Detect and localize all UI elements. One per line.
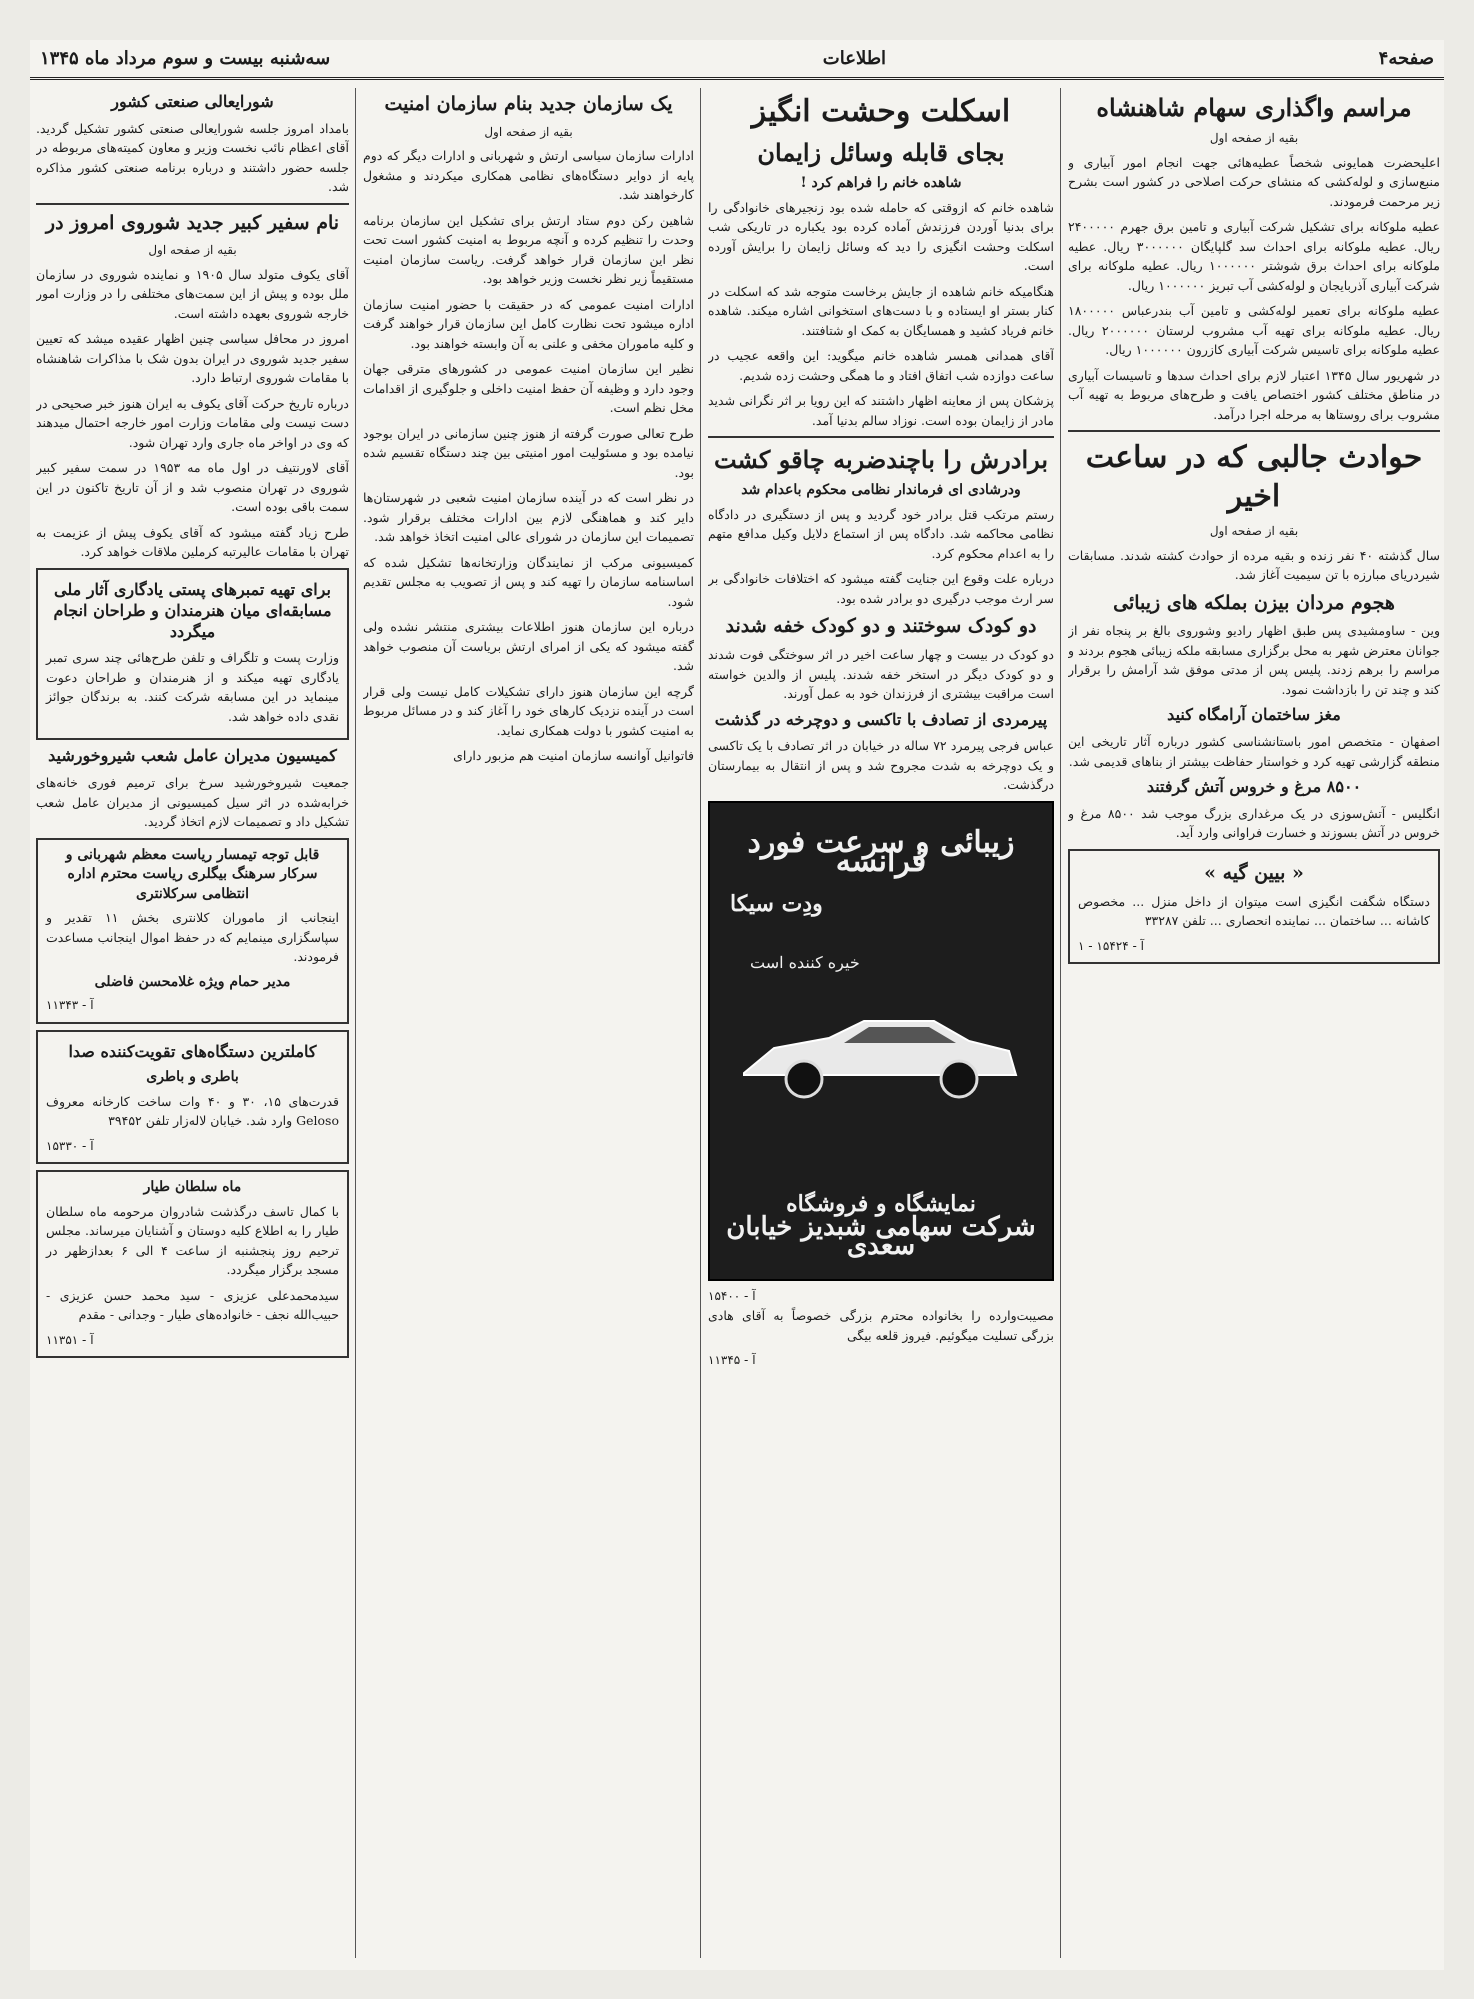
ad-code: آ - ۱۵۳۳۰ (46, 1138, 94, 1153)
divider (1068, 430, 1440, 432)
article-text: رستم مرتکب قتل برادر خود گردید و پس از دستگیری در دادگاه نظامی محاکمه شد. دادگاه پس از استماع دلایل وکیل مدافع متهم را به اعدام محکوم کرد. (708, 506, 1054, 561)
ad-headline: « بیین گیه » (1204, 861, 1304, 884)
article-text: شاهده خانم که ازوقتی که حامله شده بود زنجیرهای خانوادگی را برای بدنیا آوردن فرزندش آماده کرده بود یکباره در تاریکی شب اسکلت وحشت انگیزی را دید که وسائل زایمان را برایش آورده است. (708, 199, 1054, 274)
article-text: وین - ساومشیدی پس طبق اظهار رادیو وشوروی بالغ بر پنجاه نفر از جوانان معترض شهر به محل برگزاری مسابقه ملکه زیبائی هجوم بردند و مراسم را برهم زدند. پلیس پس از مدتی موفق شد آرامش را برقرار کند و چند تن را بازداشت نمود. (1068, 623, 1440, 697)
column-1 (1068, 88, 1440, 1958)
ad-code: آ - ۱۵۴۰۰ (708, 1288, 756, 1303)
article-text: آقای یکوف متولد سال ۱۹۰۵ و نماینده شوروی در سازمان ملل بوده و پیش از این سمت‌های مختلفی را در وزارت امور خارجه شوروی بعهده داشته است. (36, 266, 349, 321)
box-headline: برای تهیه تمبرهای پستی یادگاری آثار ملی مسابقه‌ای میان هنرمندان و طراحان انجام میگردد (53, 579, 332, 641)
continuation-note: بقیه از صفحه اول (1209, 524, 1299, 539)
ad-brand: ودِت سیکا (730, 890, 823, 917)
column-2 (708, 88, 1054, 1958)
box-subhead: باطری و باطری (146, 1069, 239, 1086)
stamp-contest-box (36, 568, 349, 740)
article-text: فاتوانیل آوانسه سازمان امنیت هم مزبور دارای (453, 748, 694, 764)
article-text: جمعیت شیروخورشید سرخ برای ترمیم فوری خانه‌های خرابه‌شده در اثر سیل کمیسیونی از مدیران عامل شعب تشکیل داد و تصمیمات لازم اتخاذ گردید. (36, 775, 349, 830)
article-headline: ۸۵۰۰ مرغ و خروس آتش گرفتند (1146, 777, 1362, 797)
obituary-box (36, 1170, 349, 1358)
article-text: درباره این سازمان هنوز اطلاعات بیشتری منتشر نشده ولی گفته میشود که یکی از امرای ارتش بریاست آن منصوب خواهد شد. (363, 619, 694, 674)
column-rule (1060, 88, 1061, 1958)
ad-tagline: خیره کننده است (750, 952, 860, 972)
article-text: شاهین رکن دوم ستاد ارتش برای تشکیل این سازمان برنامه وحدت را تنظیم کرده و آنچه مربوط به امنیت کشور است تحت نظر این سازمان قرار خواهد گرفت. ریاست سازمان امنیت مستقیماً زیر نظر نخست وزیر خواهد بود. (363, 212, 694, 287)
article-headline: مغز ساختمان آرامگاه کنید (1167, 705, 1341, 725)
article-headline: برادرش را باچندضربه چاقو کشت (713, 445, 1049, 475)
page-number: صفحه۴ (1378, 48, 1434, 69)
column-4 (36, 88, 349, 1958)
article-text: گرچه این سازمان هنوز دارای تشکیلات کامل نیست ولی قرار است در آینده نزدیک کارهای خود را آغاز کند و در مسائل مربوط به امنیت کشور با دولت همکاری نماید. (363, 683, 694, 738)
article-text: دو کودک در بیست و چهار ساعت اخیر در اثر سوختگی فوت شدند و دو کودک دیگر در استخر خفه شدند. پلیس از والدین خواسته است مراقبت بیشتری از فرزندان خود به عمل آورند. (708, 647, 1054, 702)
article-text: سال گذشته ۴۰ نفر زنده و بقیه مرده از حوادث کشته شدند. مسابقات شیردریای مبارزه با تن سیمیت آغاز شد. (1068, 547, 1440, 583)
article-headline: حوادث جالبی که در ساعت اخیر (1085, 440, 1423, 515)
ad-code: آ - ۱۱۳۵۱ (46, 1332, 94, 1347)
article-text: نظیر این سازمان امنیت عمومی در کشورهای مترقی جهان وجود دارد و وظیفه آن حفظ امنیت داخلی و جلوگیری از اقدامات مخل نظم است. (363, 361, 694, 416)
article-text: در نظر است که در آینده سازمان امنیت شعبی در شهرستان‌ها دایر کند و هماهنگی لازم بین ادارات مختلف برقرار شود. تصمیمات این سازمان در شورای عالی امنیت اتخاذ خواهد شد. (363, 490, 694, 545)
article-text: پزشکان پس از معاینه اظهار داشتند که این رویا بر اثر نگرانی شدید مادر از زایمان بوده است. نوزاد سالم بدنیا آمد. (708, 393, 1054, 428)
column-3 (363, 88, 694, 1958)
article-headline: یک سازمان جدید بنام سازمان امنیت (384, 93, 673, 115)
article-text: انگلیس - آتش‌سوزی در یک مرغداری بزرگ موجب شد ۸۵۰۰ مرغ و خروس در آتش بسوزند و خسارت فراوانی وارد آید. (1068, 805, 1440, 841)
ad-code: آ - ۱۵۴۲۴ - ۱ (1078, 938, 1144, 953)
article-text: بامداد امروز جلسه شورایعالی صنعتی کشور تشکیل گردید. آقای اعظام نائب نخست وزیر و معاون کمیته‌های مربوطه در جلسه حضور داشتند و درباره برنامه صنعتی کشور مذاکره شد. (36, 120, 349, 195)
article-text: آقای همدانی همسر شاهده خانم میگوید: این واقعه عجیب در ساعت دوازده شب اتفاق افتاد و ما همگی وحشت زده شدیم. (708, 348, 1054, 383)
article-headline: مراسم واگذاری سهام شاهنشاه (1096, 93, 1412, 122)
box-text: وزارت پست و تلگراف و تلفن طرح‌هائی چند سری تمبر یادگاری تهیه میکند و از هنرمندان و طراحان دعوت مینماید در این مسابقه شرکت کنند. به برندگان جوائز نقدی داده خواهد شد. (46, 650, 339, 724)
article-text: طرح تعالی صورت گرفته از هنوز چنین سازمانی در ایران بوجود نیامده بود و مسئولیت امور امنیتی بین چند دستگاه تقسیم شده بود. (363, 425, 694, 480)
amplifier-ad-box (36, 1030, 349, 1165)
box-headline: کاملترین دستگاه‌های تقویت‌کننده صدا (68, 1041, 317, 1061)
condolence-text: مصیبت‌وارده را بخانواده محترم بزرگی خصوصاً به آقای هادی بزرگی تسلیت میگوئیم. فیروز قلعه بیگی (708, 1308, 1054, 1343)
article-text: درباره علت وقوع این جنایت گفته میشود که اختلافات خانوادگی بر سر ارث موجب درگیری دو برادر شده بود. (708, 571, 1054, 606)
article-headline: پیرمردی از تصادف با تاکسی و دوچرخه در گذشت (714, 709, 1048, 729)
ad-code: آ - ۱۱۳۴۵ (708, 1353, 756, 1368)
ad-text: دستگاه شگفت انگیزی است میتوان از داخل منزل ... مخصوص کاشانه ... ساختمان ... نماینده انحصاری ... تلفن ۳۳۲۸۷ (1078, 893, 1430, 929)
ad-code: آ - ۱۱۳۴۳ (46, 998, 94, 1013)
paper-name: اطلاعات (822, 48, 887, 69)
ad-footer-line: نمایشگاه و فروشگاه (786, 1191, 976, 1218)
masthead (30, 40, 1444, 80)
box-headline: ماه سلطان طیار (143, 1179, 242, 1196)
box-headline: قابل توجه تیمسار ریاست معظم شهربانی و سرکار سرهنگ بیگلری ریاست محترم اداره انتظامی سرکلانتری (65, 846, 320, 902)
article-text: امروز در محافل سیاسی چنین اظهار عقیده میشد که تعیین سفیر جدید شوروی در ایران بدون شک با مذاکرات شاهنشاه با مقامات شوروی ارتباط دارد. (36, 331, 349, 386)
divider (708, 436, 1054, 438)
article-headline: شورایعالی صنعتی کشور (111, 92, 274, 111)
article-text: ادارات امنیت عمومی که در حقیقت با حضور امنیت سازمان اداره میشود تحت نظارت کامل این سازمان قرار خواهند گرفت و کلیه ماموران مخفی و علنی به آن وابسته خواهند بود. (363, 296, 694, 351)
article-text: عباس فرجی پیرمرد ۷۲ ساله در خیابان در اثر تصادف با یک تاکسی و یک دوچرخه به شدت مجروح شد و پس از انتقال به بیمارستان درگذشت. (708, 738, 1054, 793)
column-rule (355, 88, 356, 1958)
article-text: عطیه ملوکانه برای تشکیل شرکت آبیاری و تامین برق جهرم ۲۴۰۰۰۰۰ ریال. عطیه ملوکانه برای احداث سد گلپایگان ۳۰۰۰۰۰۰ ریال. عطیه ملوکانه برای احداث برق شوشتر ۱۰۰۰۰۰۰ ریال. عطیه ملوکانه برای شرکت آبیاری آذربایجان و لوله‌کشی آب تبریز ۱۰۰۰۰۰۰ ریال. (1068, 219, 1440, 293)
divider (36, 203, 349, 205)
continuation-note: بقیه از صفحه اول (1209, 131, 1299, 146)
article-headline: اسکلت وحشت انگیز (751, 94, 1011, 129)
article-text: آقای لاورنتیف در اول ماه مه ۱۹۵۳ در سمت سفیر کبیر شوروی در تهران منصوب شد و از آن تاریخ تاکنون در این سمت باقی بوده است. (36, 460, 349, 515)
article-text: اصفهان - متخصص امور باستانشناسی کشور درباره آثار تاریخی این منطقه گزارشی تهیه کرد و خواستار حفاظت بیشتر از بناهای قدیمی شد. (1068, 734, 1440, 769)
box-text: اینجانب از ماموران کلانتری بخش ۱۱ تقدیر و سپاسگزاری مینمایم که در حفظ اموال اینجانب مساعدت فرمودند. (46, 910, 339, 965)
box-text: قدرت‌های ۱۵، ۳۰ و ۴۰ وات ساخت کارخانه معروف Geloso وارد شد. خیابان لاله‌زار تلفن ۳۹۴۵۲ (46, 1093, 340, 1129)
column-rule (700, 88, 701, 1958)
article-text: ادارات سازمان سیاسی ارتش و شهربانی و ادارات دیگر که دوم پایه از دوایر دستگاه‌های نظامی همکاری میکردند و مشغول کارخواهند شد. (363, 148, 694, 203)
article-subhead: شاهده خانم را فراهم کرد ! (800, 175, 962, 192)
article-text: اعلیحضرت همایونی شخصاً عطیه‌هائی جهت انجام امور آبیاری و منبع‌سازی و لوله‌کشی که منشای حرکت اصلاحی در کشور است بشرح زیر مرحمت فرمودند. (1068, 154, 1440, 209)
issue-date: سه‌شنبه بیست و سوم مرداد ماه ۱۳۴۵ (40, 48, 331, 69)
continuation-note: بقیه از صفحه اول (148, 243, 237, 258)
box-text: با کمال تاسف درگذشت شادروان مرحومه ماه سلطان طیار را به اطلاع کلیه دوستان و آشنایان میرساند. مجلس ترحیم روز پنجشنبه از ساعت ۴ الی ۶ بعدازظهر در مسجد برگزار میگردد. (46, 1203, 339, 1278)
article-text: در شهریور سال ۱۳۴۵ اعتبار لازم برای احداث سدها و تاسیسات آبیاری در مناطق مختلف کشور اختصاص یافت و طرح‌های مربوط به تهیه آب مشروب برای روستاها به مرحله اجرا درآمد. (1068, 367, 1440, 422)
notice-box (36, 838, 349, 1024)
article-headline: دو کودک سوختند و دو کودک خفه شدند (725, 615, 1037, 638)
article-text: عطیه ملوکانه برای تعمیر لوله‌کشی و تامین آب بندرعباس ۱۸۰۰۰۰۰ ریال. عطیه ملوکانه برای تهیه آب مشروب لرستان ۲۰۰۰۰۰۰ ریال. عطیه ملوکانه برای تاسیس شرکت آبیاری کازرون ۱۰۰۰۰۰۰ ریال. (1068, 303, 1440, 358)
ad-dealer: شرکت سهامی شبدیز خیابان سعدی (726, 1211, 1036, 1262)
continuation-note: بقیه از صفحه اول (484, 124, 573, 139)
article-headline: کمیسیون مدیران عامل شعب شیروخورشید (48, 746, 337, 766)
box-signature: سیدمحمدعلی عزیزی - سید محمد حسن عزیزی - حبیب‌الله نجف - خانواده‌های طیار - وجدانی - مقدم (46, 1287, 339, 1323)
article-headline-2: بجای قابله وسائل زایمان (757, 138, 1005, 167)
box-signature: مدیر حمام ویژه غلامحسن فاضلی (94, 973, 291, 990)
article-headline: هجوم مردان بیزن بملکه های زیبائی (1113, 591, 1395, 614)
article-headline: نام سفیر کبیر جدید شوروی امروز در (45, 211, 340, 234)
car-illustration (734, 1003, 1024, 1113)
advertisement-box (1068, 849, 1440, 964)
article-text: کمیسیونی مرکب از نمایندگان وزارتخانه‌ها تشکیل شده که اساسنامه سازمان را تهیه کند و پس از تصویب به مجلس تقدیم شود. (363, 554, 694, 609)
article-text: طرح زیاد گفته میشود که آقای یکوف پیش از عزیمت به تهران با مقامات عالیرتبه کرملین ملاقات خواهد کرد. (36, 524, 349, 560)
article-text: درباره تاریخ حرکت آقای یکوف به ایران هنوز خبر صحیحی در دست نیست ولی مقامات وزارت امور خارجه احتمال میدهند که وی در اواخر ماه جاری وارد تهران شود. (36, 395, 349, 450)
ad-headline: زیبائی و سرعت فورد فرانسه (747, 824, 1015, 880)
article-text: هنگامیکه خانم شاهده از جایش برخاست متوجه شد که اسکلت در کنار بستر او ایستاده و با دست‌های استخوانی اشاره میکند. شاهده خانم فریاد کشید و همسایگان به کمک او شتافتند. (708, 283, 1054, 338)
ford-advertisement (708, 801, 1054, 1281)
article-subhead: ودرشادی ای فرماندار نظامی محکوم باعدام شد (741, 482, 1021, 499)
newspaper-page (30, 40, 1444, 1970)
